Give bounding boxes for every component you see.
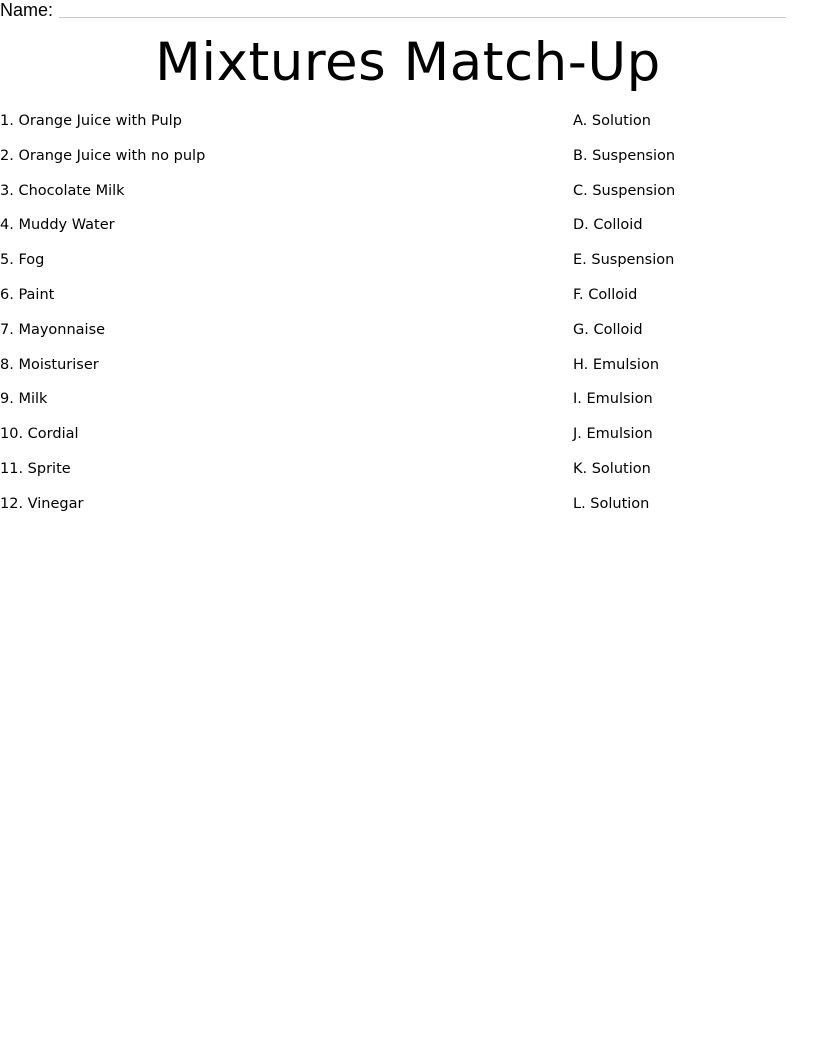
- answer-list: [573, 111, 813, 529]
- name-field[interactable]: [0, 0, 786, 20]
- question-item: 3. Chocolate Milk: [0, 182, 125, 199]
- name-label: Name:: [0, 0, 54, 20]
- answer-item: B. Suspension: [573, 147, 676, 164]
- question-item: 5. Fog: [0, 252, 45, 269]
- question-item: 10. Cordial: [0, 426, 79, 443]
- answer-item: C. Suspension: [573, 182, 676, 199]
- question-item: 9. Milk: [0, 391, 48, 408]
- answer-item: H. Emulsion: [573, 356, 660, 373]
- page-title: Mixtures Match-Up: [155, 32, 661, 93]
- question-item: 12. Vinegar: [0, 495, 84, 512]
- question-item: 7. Mayonnaise: [0, 321, 106, 338]
- question-item: 11. Sprite: [0, 460, 71, 477]
- question-item: 2. Orange Juice with no pulp: [0, 147, 206, 164]
- question-item: 6. Paint: [0, 286, 55, 303]
- question-list: [0, 111, 520, 529]
- answer-item: L. Solution: [573, 495, 650, 512]
- answer-item: E. Suspension: [573, 252, 675, 269]
- answer-item: J. Emulsion: [573, 426, 653, 443]
- answer-item: F. Colloid: [573, 286, 638, 303]
- question-item: 8. Moisturiser: [0, 356, 99, 373]
- question-item: 4. Muddy Water: [0, 217, 115, 234]
- answer-item: I. Emulsion: [573, 391, 653, 408]
- question-item: 1. Orange Juice with Pulp: [0, 113, 182, 129]
- name-underline[interactable]: [59, 17, 786, 18]
- answer-item: D. Colloid: [573, 217, 643, 234]
- answer-item: A. Solution: [573, 113, 651, 129]
- answer-item: K. Solution: [573, 460, 651, 477]
- answer-item: G. Colloid: [573, 321, 643, 338]
